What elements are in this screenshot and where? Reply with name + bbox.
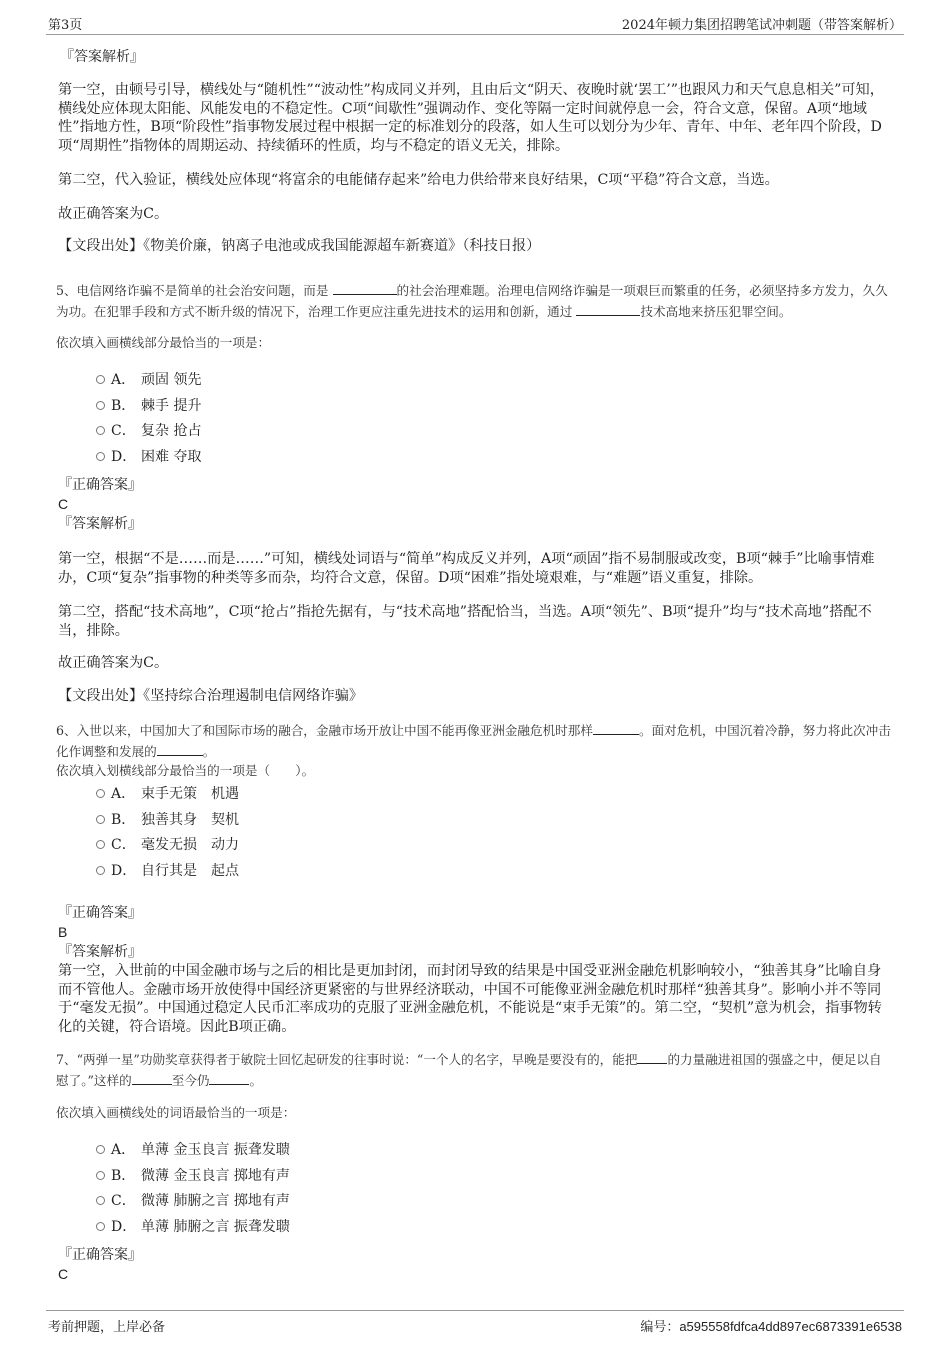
analysis-paragraph: 第二空，搭配“技术高地”，C项“抢占”指抢先据有，与“技术高地”搭配恰当，当选。A项“领先”、B项“提升”均与“技术高地”搭配不当，排除。 (58, 604, 872, 639)
option-d[interactable]: D． 单薄 肺腑之言 振聋发聩 (96, 1217, 290, 1237)
analysis-label: 『答案解析』 (60, 49, 144, 65)
option-b[interactable]: B． 独善其身 契机 (96, 810, 239, 830)
question-prompt: 依次填入划横线部分最恰当的一项是（ ）。 (56, 763, 315, 778)
correct-answer: B (58, 924, 68, 940)
question-5-stem: 5、电信网络诈骗不是简单的社会治安问题，而是 的社会治理难题。治理电信网络诈骗是一项艰巨而繁重的任务，必须坚持多方发力，久久为功。在犯罪手段和方式不断升级的情况下，治理工作更应注重先进技术的运用和创新，通过 技术高地来挤压犯罪空间。 (56, 283, 888, 319)
option-c[interactable]: C． 毫发无损 动力 (96, 835, 239, 855)
option-c[interactable]: C． 微薄 肺腑之言 掷地有声 (96, 1191, 290, 1211)
answer-blank (593, 722, 639, 735)
radio-icon[interactable] (96, 789, 105, 798)
analysis-paragraph: 第一空，根据“不是……而是……”可知，横线处词语与“简单”构成反义并列，A项“顽固”指不易制服或改变，B项“棘手”比喻事情难办，C项“复杂”指事物的种类等多而杂，均符合文意，保留。D项“困难”指处境艰难，与“难题”语义重复，排除。 (58, 551, 875, 586)
answer-blank (209, 1072, 249, 1085)
question-7-stem: 7、“两弹一星”功勋奖章获得者于敏院士回忆起研发的往事时说：“一个人的名字，早晚是要没有的，能把 的力量融进祖国的强盛之中，便足以自慰了。”这样的 至今仍 。 (56, 1052, 882, 1088)
radio-icon[interactable] (96, 815, 105, 824)
question-prompt: 依次填入画横线处的词语最恰当的一项是： (56, 1105, 296, 1120)
question-6-stem: 6、入世以来，中国加大了和国际市场的融合，金融市场开放让中国不能再像亚洲金融危机时那样 。面对危机，中国沉着冷静，努力将此次冲击化作调整和发展的 。 (56, 723, 891, 759)
radio-icon[interactable] (96, 375, 105, 384)
radio-icon[interactable] (96, 452, 105, 461)
page-footer (46, 1310, 904, 1341)
answer-blank (637, 1051, 667, 1064)
analysis-label: 『答案解析』 (58, 516, 142, 532)
answer-blank (157, 743, 203, 756)
answer-blank (132, 1072, 172, 1085)
radio-icon[interactable] (96, 866, 105, 875)
analysis-paragraph: 第一空，由顿号引导，横线处与“随机性”“波动性”构成同义并列，且由后文“阴天、夜晚时就‘罢工’”也跟风力和天气息息相关”可知，横线处应体现太阳能、风能发电的不稳定性。C项“间歇性”强调动作、变化等隔一定时间就停息一会，符合文意，保留。A项“地域性”指地方性，B项“阶段性”指事物发展过程中根据一定的标准划分的段落，如人生可以划分为少年、青年、中年、老年四个阶段，D项“周期性”指物体的周期运动、持续循环的性质，均与不稳定的语义无关，排除。 (58, 82, 884, 154)
correct-answer-label: 『正确答案』 (58, 905, 142, 921)
radio-icon[interactable] (96, 1171, 105, 1180)
correct-answer-label: 『正确答案』 (58, 477, 142, 493)
radio-icon[interactable] (96, 426, 105, 435)
option-c[interactable]: C． 复杂 抢占 (96, 421, 201, 441)
radio-icon[interactable] (96, 1222, 105, 1231)
option-b[interactable]: B． 微薄 金玉良言 掷地有声 (96, 1166, 290, 1186)
source-citation: 【文段出处】《坚持综合治理遏制电信网络诈骗》 (58, 688, 364, 704)
footer-slogan: 考前押题，上岸必备 (48, 1320, 166, 1335)
analysis-label: 『答案解析』 (58, 944, 142, 960)
document-title: 2024年顿力集团招聘笔试冲刺题（带答案解析） (621, 18, 902, 33)
analysis-conclusion: 故正确答案为C。 (58, 206, 169, 222)
option-d[interactable]: D． 自行其是 起点 (96, 861, 239, 881)
option-a[interactable]: A． 单薄 金玉良言 振聋发聩 (96, 1140, 290, 1160)
option-b[interactable]: B． 棘手 提升 (96, 396, 201, 416)
answer-blank (576, 303, 640, 316)
page-number: 第3页 (48, 18, 83, 33)
source-citation: 【文段出处】《物美价廉，钠离子电池或成我国能源超车新赛道》（科技日报） (58, 238, 541, 254)
question-prompt: 依次填入画横线部分最恰当的一项是： (56, 335, 271, 350)
correct-answer: C (58, 1266, 69, 1282)
analysis-conclusion: 故正确答案为C。 (58, 655, 169, 671)
analysis-paragraph: 第二空，代入验证，横线处应体现“将富余的电能储存起来”给电力供给带来良好结果，C项“平稳”符合文意，当选。 (58, 172, 779, 188)
page-header (46, 12, 904, 35)
option-a[interactable]: A． 束手无策 机遇 (96, 784, 239, 804)
radio-icon[interactable] (96, 1196, 105, 1205)
radio-icon[interactable] (96, 840, 105, 849)
document-id: 编号：a595558fdfca4dd897ec6873391e6538 (640, 1319, 902, 1334)
answer-blank (333, 282, 397, 295)
radio-icon[interactable] (96, 401, 105, 410)
correct-answer-label: 『正确答案』 (58, 1247, 142, 1263)
option-d[interactable]: D． 困难 夺取 (96, 447, 201, 467)
analysis-paragraph: 第一空，入世前的中国金融市场与之后的相比是更加封闭，而封闭导致的结果是中国受亚洲金融危机影响较小，“独善其身”比喻自身而不管他人。金融市场开放使得中国经济更紧密的与世界经济联动，中国不可能像亚洲金融危机时那样“独善其身”。影响小并不等同于“毫发无损”。中国通过稳定人民币汇率成功的克服了亚洲金融危机，不能说是“束手无策”的。第二空，“契机”意为机会，指事物转化的关键，符合语境。因此B项正确。 (58, 963, 882, 1035)
correct-answer: C (58, 496, 69, 512)
option-a[interactable]: A． 顽固 领先 (96, 370, 201, 390)
radio-icon[interactable] (96, 1145, 105, 1154)
